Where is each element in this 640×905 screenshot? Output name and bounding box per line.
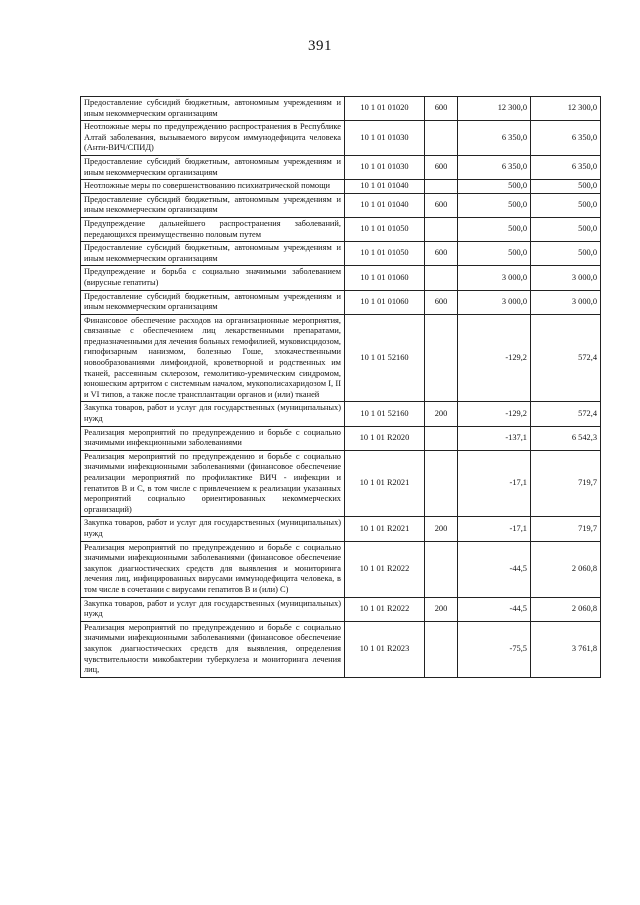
row-name-cell: Неотложные меры по совершенствованию психиатрической помощи [81,180,345,194]
row-name-cell: Предоставление субсидий бюджетным, автономным учреждениям и иным некоммерческим организациям [81,242,345,266]
row-expense-type-cell: 600 [425,242,458,266]
row-code-cell: 10 1 01 52160 [345,314,425,402]
row-expense-type-cell [425,621,458,677]
table-row [81,314,601,402]
row-amount-2-cell: 12 300,0 [531,97,601,121]
row-code-cell: 10 1 01 R2023 [345,621,425,677]
row-amount-2-cell: 500,0 [531,242,601,266]
row-name-cell: Предупреждение и борьба с социально значимыми заболеванием (вирусные гепатиты) [81,266,345,290]
row-expense-type-cell [425,121,458,156]
row-name-cell: Предоставление субсидий бюджетным, автономным учреждениям и иным некоммерческим организациям [81,290,345,314]
row-name-cell: Финансовое обеспечение расходов на организационные мероприятия, связанные с обеспечением лиц лекарственными препаратами, предназначенными для лечения больных гемофилией, муковисцидозом, гипофизарным нанизмом, болезнью Гоше, злокачественными новообразованиями лимфоидной, кроветворной и родственных им тканей, рассеянным склерозом, гемолитико-уремическим синдромом, юношеским артритом с системным началом, мукополисахаридозом I, II и VI типов, а также после трансплантации органов и (или) тканей [81,314,345,402]
row-amount-1-cell: -137,1 [458,426,531,450]
row-name-cell: Реализация мероприятий по предупреждению и борьбе с социально значимыми инфекционными заболеваниями [81,426,345,450]
row-amount-1-cell: -75,5 [458,621,531,677]
row-amount-2-cell: 2 060,8 [531,597,601,621]
row-amount-1-cell: 6 350,0 [458,155,531,179]
budget-table [80,96,601,678]
row-expense-type-cell: 200 [425,597,458,621]
row-name-cell: Закупка товаров, работ и услуг для государственных (муниципальных) нужд [81,402,345,426]
table-row [81,121,601,156]
row-amount-1-cell: 500,0 [458,217,531,241]
table-row [81,621,601,677]
row-expense-type-cell: 200 [425,402,458,426]
row-code-cell: 10 1 01 R2020 [345,426,425,450]
table-row [81,242,601,266]
row-expense-type-cell [425,266,458,290]
row-code-cell: 10 1 01 01030 [345,121,425,156]
row-amount-2-cell: 6 350,0 [531,121,601,156]
row-name-cell: Предоставление субсидий бюджетным, автономным учреждениям и иным некоммерческим организациям [81,97,345,121]
row-amount-1-cell: 6 350,0 [458,121,531,156]
row-expense-type-cell [425,450,458,517]
row-name-cell: Неотложные меры по предупреждению распространения в Республике Алтай заболевания, вызываемого вирусом иммунодефицита человека (Анти-ВИЧ/СПИД) [81,121,345,156]
table-row [81,193,601,217]
table-row [81,450,601,517]
row-name-cell: Реализация мероприятий по предупреждению и борьбе с социально значимыми инфекционными заболеваниями (финансовое обеспечение закупок диагностических средств для выявления, определения чувствительности микобактерии туберкулеза и мониторинга лечения лиц, [81,621,345,677]
budget-table-body [81,97,601,678]
row-name-cell: Закупка товаров, работ и услуг для государственных (муниципальных) нужд [81,517,345,541]
row-expense-type-cell [425,314,458,402]
row-code-cell: 10 1 01 01050 [345,242,425,266]
row-expense-type-cell: 200 [425,517,458,541]
row-expense-type-cell: 600 [425,193,458,217]
table-row [81,290,601,314]
row-amount-1-cell: -44,5 [458,597,531,621]
row-expense-type-cell: 600 [425,155,458,179]
row-expense-type-cell [425,217,458,241]
row-amount-1-cell: 3 000,0 [458,266,531,290]
table-row [81,97,601,121]
row-amount-2-cell: 2 060,8 [531,541,601,597]
row-code-cell: 10 1 01 52160 [345,402,425,426]
row-code-cell: 10 1 01 01040 [345,180,425,194]
row-name-cell: Предоставление субсидий бюджетным, автономным учреждениям и иным некоммерческим организациям [81,155,345,179]
row-amount-2-cell: 3 000,0 [531,290,601,314]
row-name-cell: Предоставление субсидий бюджетным, автономным учреждениям и иным некоммерческим организациям [81,193,345,217]
row-expense-type-cell: 600 [425,290,458,314]
table-row [81,402,601,426]
table-row [81,517,601,541]
row-amount-2-cell: 6 542,3 [531,426,601,450]
row-amount-1-cell: 12 300,0 [458,97,531,121]
table-row [81,426,601,450]
row-amount-2-cell: 572,4 [531,402,601,426]
row-expense-type-cell [425,180,458,194]
row-amount-2-cell: 500,0 [531,217,601,241]
row-code-cell: 10 1 01 R2022 [345,541,425,597]
table-row [81,597,601,621]
row-amount-1-cell: -44,5 [458,541,531,597]
row-amount-2-cell: 6 350,0 [531,155,601,179]
row-amount-1-cell: -129,2 [458,402,531,426]
row-code-cell: 10 1 01 01060 [345,266,425,290]
page-number: 391 [308,38,332,54]
row-amount-2-cell: 572,4 [531,314,601,402]
row-amount-2-cell: 500,0 [531,193,601,217]
row-name-cell: Реализация мероприятий по предупреждению и борьбе с социально значимыми инфекционными заболеваниями (финансовое обеспечение закупок диагностических средств для выявления и мониторинга лечения лиц, инфицированных вирусами иммунодефицита человека, в том числе в сочетании с вирусами гепатитов В и (или) С) [81,541,345,597]
row-amount-1-cell: 3 000,0 [458,290,531,314]
table-row [81,155,601,179]
row-amount-2-cell: 719,7 [531,517,601,541]
row-code-cell: 10 1 01 R2021 [345,517,425,541]
row-amount-1-cell: -17,1 [458,450,531,517]
row-expense-type-cell [425,426,458,450]
row-name-cell: Реализация мероприятий по предупреждению и борьбе с социально значимыми инфекционными заболеваниями (финансовое обеспечение реализации мероприятий по профилактике ВИЧ - инфекции и гепатитов В и С, в том числе с привлечением к реализации указанных мероприятий социально ориентированных некоммерческих организаций) [81,450,345,517]
table-row [81,541,601,597]
row-amount-1-cell: 500,0 [458,193,531,217]
row-amount-1-cell: -17,1 [458,517,531,541]
row-code-cell: 10 1 01 01030 [345,155,425,179]
row-amount-2-cell: 719,7 [531,450,601,517]
row-code-cell: 10 1 01 01060 [345,290,425,314]
row-expense-type-cell: 600 [425,97,458,121]
table-row [81,217,601,241]
row-amount-2-cell: 3 761,8 [531,621,601,677]
row-code-cell: 10 1 01 01020 [345,97,425,121]
row-amount-1-cell: -129,2 [458,314,531,402]
row-code-cell: 10 1 01 R2021 [345,450,425,517]
row-name-cell: Предупреждение дальнейшего распространения заболеваний, передающихся преимущественно половым путем [81,217,345,241]
table-row [81,266,601,290]
row-code-cell: 10 1 01 01050 [345,217,425,241]
row-amount-2-cell: 3 000,0 [531,266,601,290]
table-row [81,180,601,194]
row-amount-1-cell: 500,0 [458,242,531,266]
row-expense-type-cell [425,541,458,597]
row-code-cell: 10 1 01 R2022 [345,597,425,621]
row-amount-2-cell: 500,0 [531,180,601,194]
row-name-cell: Закупка товаров, работ и услуг для государственных (муниципальных) нужд [81,597,345,621]
row-amount-1-cell: 500,0 [458,180,531,194]
row-code-cell: 10 1 01 01040 [345,193,425,217]
